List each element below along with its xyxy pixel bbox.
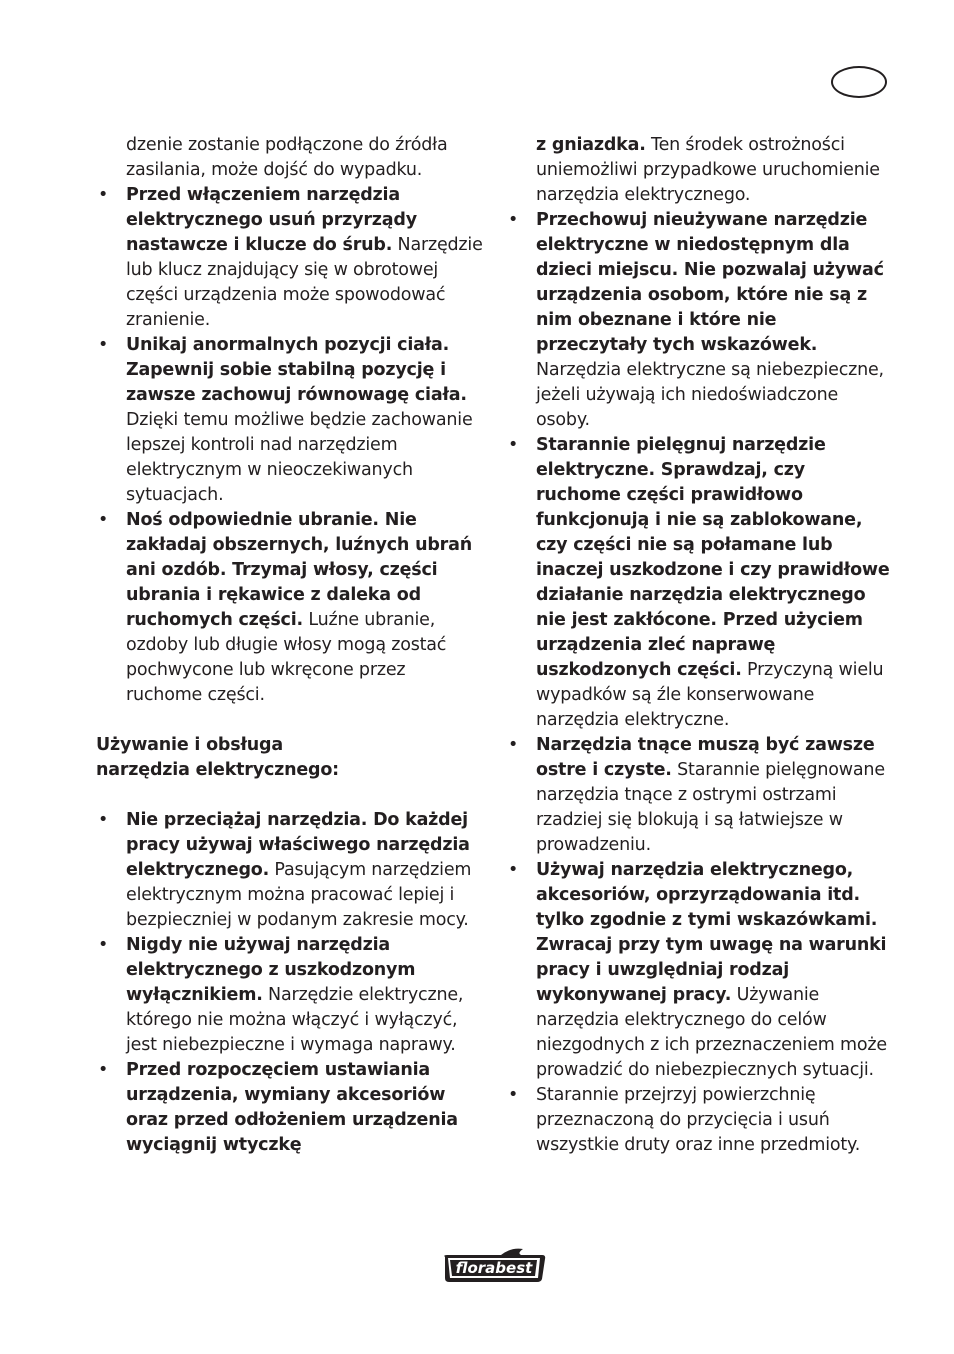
item-text: Pasującym narzędziem elektrycznym można pracować lepiej i bezpieczniej w podanym zakresie mocy. [126,860,472,930]
item-bold: Przed włączeniem narzędzia elektrycznego usuń przyrządy nastawcze i klucze do śrub. [126,185,417,255]
bullet: • [98,335,109,355]
list-item [96,183,486,333]
right-intro [506,133,892,208]
right-column [506,133,892,1158]
left-column [96,133,486,1158]
intro-bold: z gniazdka. [536,135,646,155]
bullet: • [98,810,109,830]
list-item [96,1058,486,1158]
list-item [506,858,892,1083]
bullet: • [98,1060,109,1080]
item-text: Luźne ubranie, ozdoby lub długie włosy mogą zostać pochwycone lub wkręcone przez ruchome części. [126,610,447,705]
item-text: Przyczyną wielu wypadków są źle konserwowane narzędzia elektryczne. [536,660,884,730]
bullet: • [98,510,109,530]
list-item [506,208,892,433]
item-text: Narzędzie lub klucz znajdujący się w obrotowej części urządzenia może spowodować zranienie. [126,235,483,330]
item-bold: Nigdy nie używaj narzędzia elektrycznego z uszkodzonym wyłącznikiem. [126,935,416,1005]
list-item [96,508,486,708]
language-badge [831,66,887,98]
list-item [96,808,486,933]
florabest-logo [441,1245,548,1286]
section-heading: Używanie i obsługa narzędzia elektrycznego: [96,735,339,780]
bullet: • [508,735,519,755]
item-bold: Nie przeciążaj narzędzia. Do każdej pracy używaj właściwego narzędzia elektrycznego. [126,810,470,880]
item-bold: Narzędzia tnące muszą być zawsze ostre i czyste. [536,735,875,780]
bullet: • [508,1085,519,1105]
item-bold: Starannie pielęgnuj narzędzie elektryczne. Sprawdzaj, czy ruchome części prawidłowo funkcjonują i nie są zablokowane, czy części nie są połamane lub inaczej uszkodzone i czy prawidłowe działanie narzędzia elektrycznego nie jest zakłócone. Przed użyciem urządzenia zleć naprawę uszkodzonych części. [536,435,890,680]
bullet: • [508,210,519,230]
item-text: Używanie narzędzia elektrycznego do celów niezgodnych z ich przeznaczeniem może prowadzić do niebezpiecznych sytuacji. [536,985,887,1080]
item-text: Narzędzia elektryczne są niebezpieczne, jeżeli używają ich niedoświadczone osoby. [536,360,884,430]
list-item [96,333,486,508]
bullet: • [98,935,109,955]
item-text: Starannie przejrzyj powierzchnię przeznaczoną do przycięcia i usuń wszystkie druty oraz inne przedmioty. [536,1085,861,1155]
list-item [506,733,892,858]
item-bold: Noś odpowiednie ubranie. Nie zakładaj obszernych, luźnych ubrań ani ozdób. Trzymaj włosy, części ubrania i rękawice z daleka od ruchomych części. [126,510,472,630]
left-intro: dzenie zostanie podłączone do źródła zasilania, może dojść do wypadku. [126,135,448,180]
item-text: Starannie pielęgnowane narzędzia tnące z ostrymi ostrzami rzadziej się blokują i są łatwiejsze w prowadzeniu. [536,760,885,855]
intro-text: Ten środek ostrożności uniemożliwi przypadkowe uruchomienie narzędzia elektrycznego. [536,135,880,205]
item-text: Narzędzie elektryczne, którego nie można włączyć i wyłączyć, jest niebezpieczne i wymaga naprawy. [126,985,464,1055]
bullet: • [508,435,519,455]
item-bold: Używaj narzędzia elektrycznego, akcesoriów, oprzyrządowania itd. tylko zgodnie z tymi wskazówkami. Zwracaj przy tym uwagę na warunki pracy i uwzględniaj rodzaj wykonywanej pracy. [536,860,887,1005]
list-item [506,1083,892,1158]
bullet: • [98,185,109,205]
list-item [506,433,892,733]
list-item [96,933,486,1058]
item-bold: Przechowuj nieużywane narzędzie elektryczne w niedostępnym dla dzieci miejscu. Nie pozwalaj używać urządzenia osobom, które nie są z nim obeznane i które nie przeczytały tych wskazówek. [536,210,884,355]
item-text: Dzięki temu możliwe będzie zachowanie lepszej kontroli nad narzędziem elektrycznym w nieoczekiwanych sytuacjach. [126,410,473,505]
logo-text: florabest [455,1259,533,1277]
item-bold: Przed rozpoczęciem ustawiania urządzenia, wymiany akcesoriów oraz przed odłożeniem urządzenia wyciągnij wtyczkę [126,1060,458,1155]
bullet: • [508,860,519,880]
item-bold: Unikaj anormalnych pozycji ciała. Zapewnij sobie stabilną pozycję i zawsze zachowuj równowagę ciała. [126,335,467,405]
